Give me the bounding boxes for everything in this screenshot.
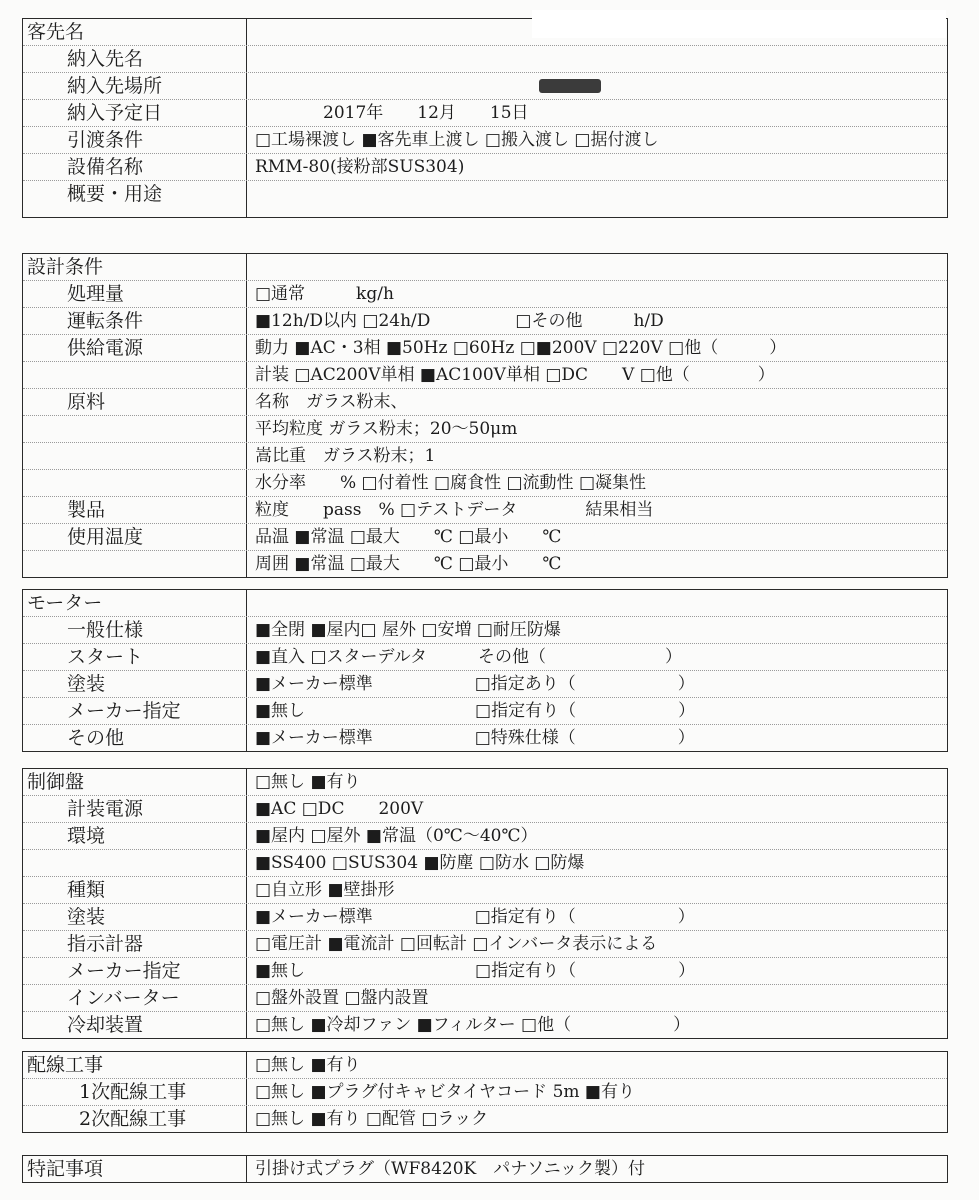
panel-env-value: ■屋内 □屋外 ■常温（0℃～40℃） xyxy=(255,826,538,846)
wiring-header-label: 配線工事 xyxy=(23,1052,247,1078)
motor-start-label: スタート xyxy=(23,644,247,670)
panel-type-label: 種類 xyxy=(23,877,247,903)
material-name-value: 名称 ガラス粉末、 xyxy=(255,392,408,412)
panel-material-value: ■SS400 □SUS304 ■防塵 □防水 □防爆 xyxy=(255,853,585,873)
panel-env-row xyxy=(23,823,947,850)
overview-value xyxy=(255,181,941,217)
panel-header-value: □無し ■有り xyxy=(255,772,361,792)
ambient-temp-label xyxy=(23,551,247,577)
panel-section xyxy=(22,768,948,1039)
primary-wiring-value: □無し ■プラグ付キャビタイヤコード 5m ■有り xyxy=(255,1082,635,1102)
moisture-row xyxy=(23,470,947,497)
panel-env-label: 環境 xyxy=(23,823,247,849)
overview-label: 概要・用途 xyxy=(23,181,247,217)
motor-start-row xyxy=(23,644,947,671)
product-temp-row xyxy=(23,524,947,551)
motor-other-row xyxy=(23,725,947,751)
instrument-power-row xyxy=(23,362,947,389)
secondary-wiring-row xyxy=(23,1106,947,1132)
overview-row xyxy=(23,181,947,217)
bulk-density-label xyxy=(23,443,247,469)
instrument-power-value: 計装 □AC200V単相 ■AC100V単相 □DC V □他（ ） xyxy=(255,365,775,385)
particle-size-row xyxy=(23,416,947,443)
bulk-density-row xyxy=(23,443,947,470)
motor-paint-value: ■メーカー標準 □指定あり（ ） xyxy=(255,674,695,694)
particle-size-value: 平均粒度 ガラス粉末；20～50μm xyxy=(255,419,518,439)
primary-wiring-label: 1次配線工事 xyxy=(23,1079,247,1105)
motor-header-row xyxy=(23,590,947,617)
design-header-label: 設計条件 xyxy=(23,254,247,280)
panel-header-row xyxy=(23,769,947,796)
notes-row xyxy=(23,1156,947,1182)
product-temp-value: 品温 ■常温 □最大 ℃ □最小 ℃ xyxy=(255,527,562,547)
panel-paint-label: 塗装 xyxy=(23,904,247,930)
ambient-temp-value: 周囲 ■常温 □最大 ℃ □最小 ℃ xyxy=(255,554,562,574)
design-section xyxy=(22,253,948,578)
handover-terms-label: 引渡条件 xyxy=(23,127,247,153)
panel-inverter-label: インバーター xyxy=(23,985,247,1011)
handover-terms-value: □工場裸渡し ■客先車上渡し □搬入渡し □据付渡し xyxy=(255,130,659,150)
delivery-name-row xyxy=(23,46,947,73)
product-value: 粒度 pass % □テストデータ 結果相当 xyxy=(255,500,654,520)
motor-section xyxy=(22,589,948,752)
motor-general-row xyxy=(23,617,947,644)
notes-label: 特記事項 xyxy=(23,1156,247,1182)
design-header-value xyxy=(255,254,941,280)
delivery-date-label: 納入予定日 xyxy=(23,100,247,126)
motor-start-value: ■直入 □スターデルタ その他（ ） xyxy=(255,647,682,667)
moisture-value: 水分率 % □付着性 □腐食性 □流動性 □凝集性 xyxy=(255,473,647,493)
redaction-mark xyxy=(539,79,601,93)
power-supply-value: 動力 ■AC・3相 ■50Hz □60Hz □■200V □220V □他（ ） xyxy=(255,338,787,358)
operation-label: 運転条件 xyxy=(23,308,247,334)
wiring-header-value: □無し ■有り xyxy=(255,1055,361,1075)
panel-type-value: □自立形 ■壁掛形 xyxy=(255,880,395,900)
panel-power-row xyxy=(23,796,947,823)
motor-paint-label: 塗装 xyxy=(23,671,247,697)
notes-value: 引掛け式プラグ（WF8420K パナソニック製）付 xyxy=(255,1159,646,1179)
panel-material-row xyxy=(23,850,947,877)
delivery-name-value xyxy=(255,46,941,72)
notes-section xyxy=(22,1155,948,1183)
delivery-name-label: 納入先名 xyxy=(23,46,247,72)
ambient-temp-row xyxy=(23,551,947,577)
motor-maker-label: メーカー指定 xyxy=(23,698,247,724)
panel-inverter-row xyxy=(23,985,947,1012)
handover-terms-row xyxy=(23,127,947,154)
whiteout-mark xyxy=(532,10,946,38)
material-name-row xyxy=(23,389,947,416)
motor-general-label: 一般仕様 xyxy=(23,617,247,643)
wiring-header-row xyxy=(23,1052,947,1079)
product-label: 製品 xyxy=(23,497,247,523)
panel-type-row xyxy=(23,877,947,904)
particle-size-label xyxy=(23,416,247,442)
wiring-section xyxy=(22,1051,948,1133)
delivery-location-label: 納入先場所 xyxy=(23,73,247,99)
instrument-power-label xyxy=(23,362,247,388)
panel-meter-row xyxy=(23,931,947,958)
panel-paint-value: ■メーカー標準 □指定有り（ ） xyxy=(255,907,695,927)
motor-general-value: ■全閉 ■屋内□ 屋外 □安増 □耐圧防爆 xyxy=(255,620,561,640)
delivery-date-row xyxy=(23,100,947,127)
motor-other-label: その他 xyxy=(23,725,247,751)
panel-cooling-value: □無し ■冷却ファン ■フィルター □他（ ） xyxy=(255,1015,691,1035)
secondary-wiring-value: □無し ■有り □配管 □ラック xyxy=(255,1109,489,1129)
equipment-name-value: RMM-80(接粉部SUS304) xyxy=(255,157,465,177)
customer-section xyxy=(22,18,948,218)
motor-other-value: ■メーカー標準 □特殊仕様（ ） xyxy=(255,728,695,748)
panel-meter-value: □電圧計 ■電流計 □回転計 □インバータ表示による xyxy=(255,934,658,954)
motor-header-value xyxy=(255,590,941,616)
panel-inverter-value: □盤外設置 □盤内設置 xyxy=(255,988,429,1008)
operation-value: ■12h/D以内 □24h/D □その他 h/D xyxy=(255,311,664,331)
panel-power-label: 計装電源 xyxy=(23,796,247,822)
panel-maker-row xyxy=(23,958,947,985)
throughput-value: □通常 kg/h xyxy=(255,284,394,304)
delivery-date-value: 2017年 12月 15日 xyxy=(255,103,529,123)
panel-paint-row xyxy=(23,904,947,931)
panel-material-label xyxy=(23,850,247,876)
throughput-label: 処理量 xyxy=(23,281,247,307)
bulk-density-value: 嵩比重 ガラス粉末；1 xyxy=(255,446,436,466)
moisture-label xyxy=(23,470,247,496)
customer-name-label: 客先名 xyxy=(23,19,247,45)
equipment-name-label: 設備名称 xyxy=(23,154,247,180)
panel-cooling-row xyxy=(23,1012,947,1038)
secondary-wiring-label: 2次配線工事 xyxy=(23,1106,247,1132)
power-supply-label: 供給電源 xyxy=(23,335,247,361)
design-header-row xyxy=(23,254,947,281)
panel-cooling-label: 冷却装置 xyxy=(23,1012,247,1038)
panel-maker-value: ■無し □指定有り（ ） xyxy=(255,961,696,981)
product-row xyxy=(23,497,947,524)
motor-header-label: モーター xyxy=(23,590,247,616)
motor-maker-row xyxy=(23,698,947,725)
delivery-location-row xyxy=(23,73,947,100)
equipment-name-row xyxy=(23,154,947,181)
operation-row xyxy=(23,308,947,335)
panel-meter-label: 指示計器 xyxy=(23,931,247,957)
power-supply-row xyxy=(23,335,947,362)
panel-header-label: 制御盤 xyxy=(23,769,247,795)
material-label: 原料 xyxy=(23,389,247,415)
panel-power-value: ■AC □DC 200V xyxy=(255,799,424,819)
primary-wiring-row xyxy=(23,1079,947,1106)
throughput-row xyxy=(23,281,947,308)
motor-maker-value: ■無し □指定有り（ ） xyxy=(255,701,696,721)
temperature-label: 使用温度 xyxy=(23,524,247,550)
motor-paint-row xyxy=(23,671,947,698)
panel-maker-label: メーカー指定 xyxy=(23,958,247,984)
